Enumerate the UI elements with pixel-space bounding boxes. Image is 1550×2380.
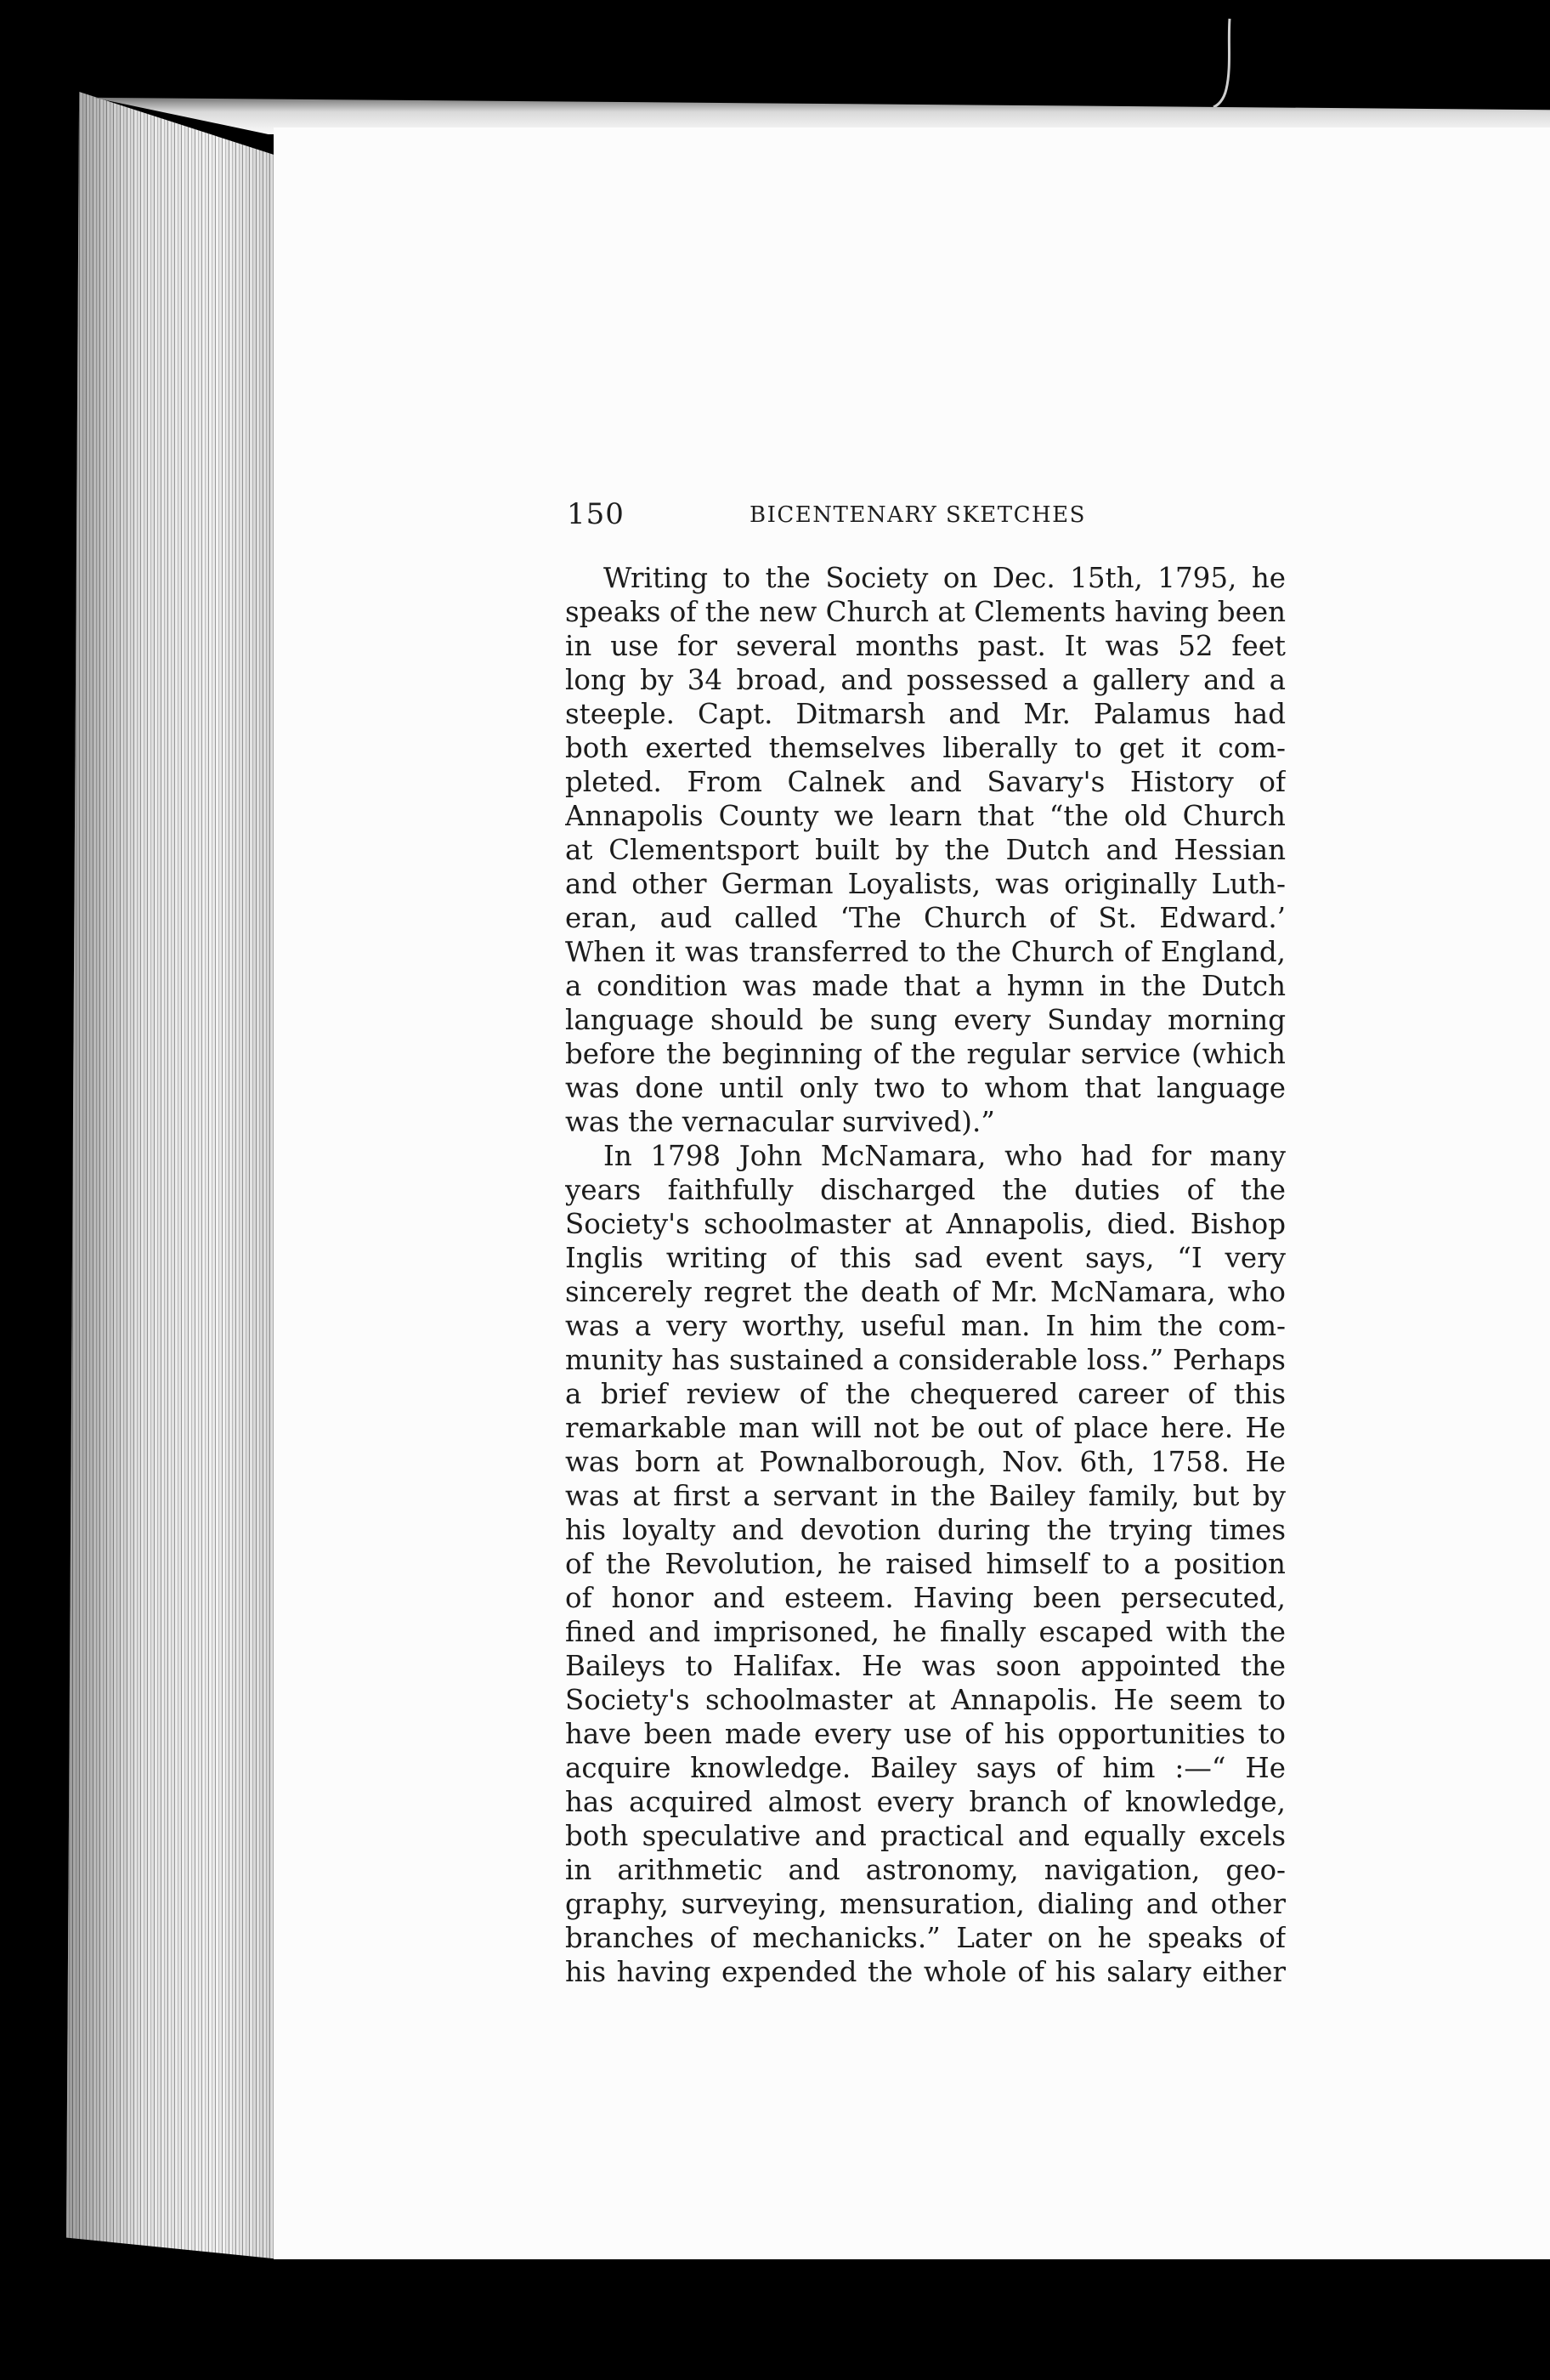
text-line: in use for several months past. It was 52 feet (565, 630, 1286, 662)
text-line: both speculative and practical and equally excels (565, 1820, 1286, 1852)
text-line: pleted. From Calnek and Savary's History of (565, 766, 1286, 798)
text-line: at Clementsport built by the Dutch and Hessian (565, 834, 1286, 866)
running-head (567, 497, 1289, 540)
text-line: language should be sung every Sunday morning (565, 1004, 1286, 1036)
text-line: remarkable man will not be out of place here. He (565, 1412, 1286, 1444)
text-line: branches of mechanicks.” Later on he speaks of (565, 1922, 1286, 1954)
text-line: in arithmetic and astronomy, navigation, geo- (565, 1854, 1286, 1886)
text-line: In 1798 John McNamara, who had for many (603, 1140, 1286, 1172)
running-title: BICENTENARY SKETCHES (750, 502, 1086, 528)
text-line: of the Revolution, he raised himself to a position (565, 1548, 1286, 1580)
text-line: munity has sustained a considerable loss.” Perhaps (565, 1344, 1286, 1376)
text-line: was a very worthy, useful man. In him the com- (565, 1310, 1286, 1342)
text-line: sincerely regret the death of Mr. McNamara, who (565, 1276, 1286, 1308)
text-line: both exerted themselves liberally to get it com- (565, 732, 1286, 764)
text-line: years faithfully discharged the duties of the (565, 1174, 1286, 1206)
text-line: acquire knowledge. Bailey says of him :—“ He (565, 1752, 1286, 1784)
text-line: has acquired almost every branch of knowledge, (565, 1786, 1286, 1818)
text-line: Inglis writing of this sad event says, “I very (565, 1242, 1286, 1274)
text-line: Baileys to Halifax. He was soon appointed the (565, 1650, 1286, 1682)
text-line: Society's schoolmaster at Annapolis. He seem to (565, 1684, 1286, 1716)
page-number: 150 (567, 497, 625, 531)
text-line: steeple. Capt. Ditmarsh and Mr. Palamus had (565, 698, 1286, 730)
text-line: was done until only two to whom that language (565, 1072, 1286, 1104)
text-line: his having expended the whole of his salary either (565, 1956, 1286, 1988)
text-line: was the vernacular survived).” (565, 1106, 995, 1138)
text-line: fined and imprisoned, he finally escaped with the (565, 1616, 1286, 1648)
text-line: and other German Loyalists, was originally Luth- (565, 868, 1286, 900)
text-line: When it was transferred to the Church of England, (565, 936, 1286, 968)
body-text (565, 561, 1286, 1989)
text-line: was at first a servant in the Bailey family, but by (565, 1480, 1286, 1512)
text-line: Annapolis County we learn that “the old Church (565, 800, 1286, 832)
text-line: was born at Pownalborough, Nov. 6th, 1758. He (565, 1446, 1286, 1478)
text-line: a brief review of the chequered career of this (565, 1378, 1286, 1410)
text-line: eran, aud called ‘The Church of St. Edward.’ (565, 902, 1286, 934)
text-line: speaks of the new Church at Clements having been (565, 596, 1286, 628)
text-line: Society's schoolmaster at Annapolis, died. Bishop (565, 1208, 1286, 1240)
text-line: graphy, surveying, mensuration, dialing and other (565, 1888, 1286, 1920)
page-edges-shading (66, 92, 280, 2259)
text-line: his loyalty and devotion during the trying times (565, 1514, 1286, 1546)
pencil-mark (1211, 17, 1236, 110)
text-line: long by 34 broad, and possessed a gallery and a (565, 664, 1286, 696)
text-line: a condition was made that a hymn in the Dutch (565, 970, 1286, 1002)
text-line: before the beginning of the regular service (which (565, 1038, 1286, 1070)
text-line: of honor and esteem. Having been persecuted, (565, 1582, 1286, 1614)
text-line: Writing to the Society on Dec. 15th, 1795, he (603, 562, 1286, 594)
text-line: have been made every use of his opportunities to (565, 1718, 1286, 1750)
